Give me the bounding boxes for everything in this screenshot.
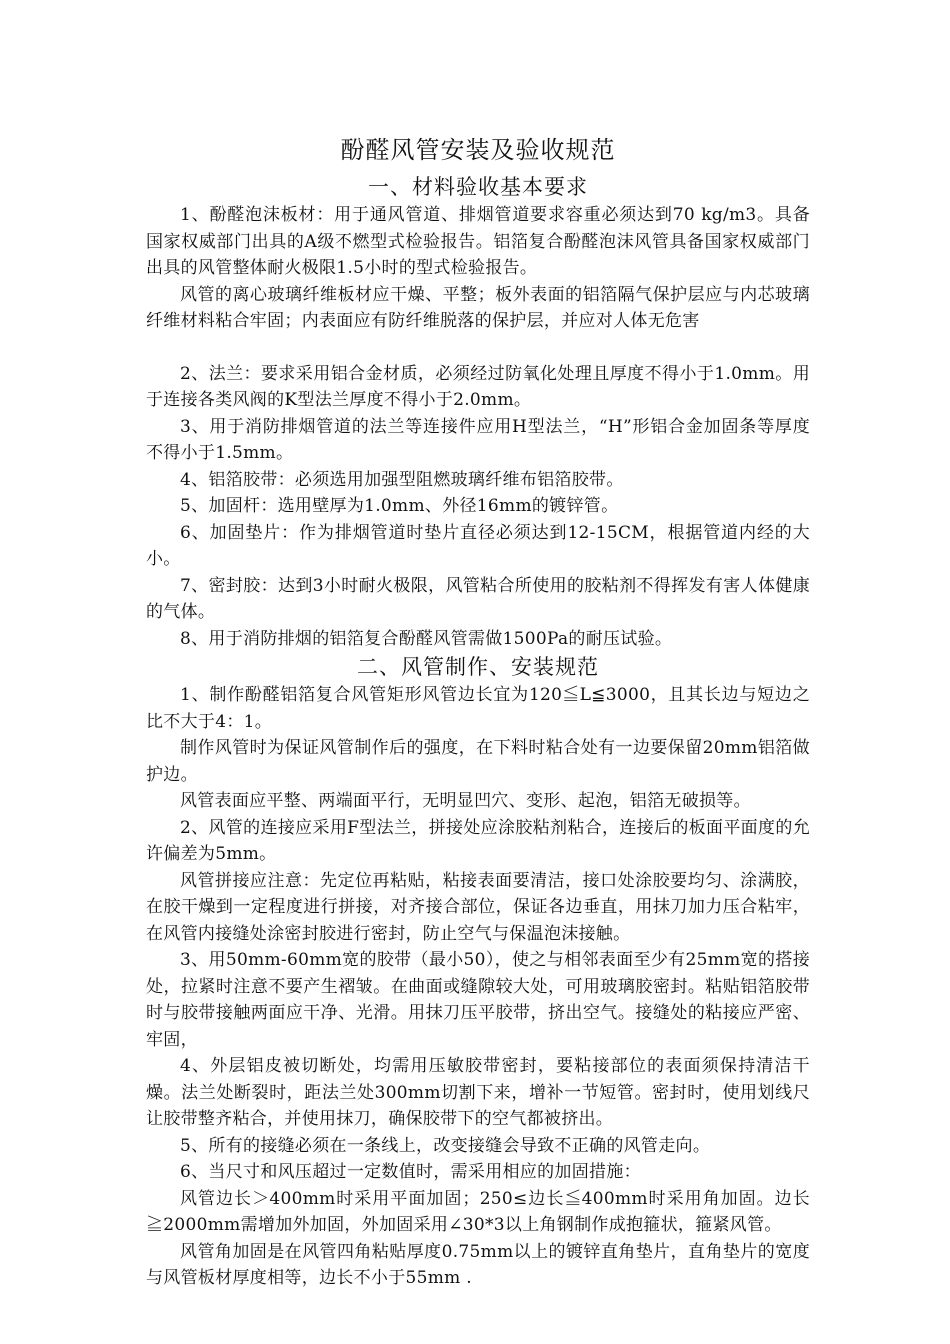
paragraph: 6、当尺寸和风压超过一定数值时，需采用相应的加固措施： bbox=[180, 1162, 641, 1182]
paragraph: 风管角加固是在风管四角粘贴厚度0.75mm以上的镀锌直角垫片，直角垫片的宽度与风管板材厚度相等，边长不小于55mm . bbox=[146, 1241, 810, 1288]
paragraph: 4、铝箔胶带：必须选用加强型阻燃玻璃纤维布铝箔胶带。 bbox=[180, 469, 624, 490]
section-heading-materials: 一、材料验收基本要求 bbox=[368, 175, 588, 199]
paragraph: 3、用于消防排烟管道的法兰等连接件应用H型法兰，“H”形铝合金加固条等厚度不得小于1.5mm。 bbox=[146, 416, 810, 463]
paragraph: 7、密封胶：达到3小时耐火极限，风管粘合所使用的胶粘剂不得挥发有害人体健康的气体。 bbox=[146, 575, 810, 622]
paragraph: 8、用于消防排烟的铝箔复合酚醛风管需做1500Pa的耐压试验。 bbox=[180, 628, 673, 649]
document-title: 酚醛风管安装及验收规范 bbox=[340, 136, 616, 164]
paragraph: 风管拼接应注意：先定位再粘贴，粘接表面要清洁，接口处涂胶要均匀、涂满胶，在胶干燥到一定程度进行拼接，对齐接合部位，保证各边垂直，用抹刀加力压合粘牢，在风管内接缝处涂密封胶进行密封，防止空气与保温泡沫接触。 bbox=[146, 870, 810, 944]
paragraph: 4、外层铝皮被切断处，均需用压敏胶带密封，要粘接部位的表面须保持清洁干燥。法兰处断裂时，距法兰处300mm切割下来，增补一节短管。密封时，使用划线尺让胶带整齐粘合，并使用抹刀，确保胶带下的空气都被挤出。 bbox=[146, 1056, 810, 1129]
paragraph: 3、用50mm-60mm宽的胶带（最小50），使之与相邻表面至少有25mm宽的搭接处，拉紧时注意不要产生褶皱。在曲面或缝隙较大处，可用玻璃胶密封。粘贴铝箔胶带时与胶带接触两面应干净、光滑。用抹刀压平胶带，挤出空气。接缝处的粘接应严密、牢固， bbox=[146, 950, 810, 1050]
paragraph: 制作风管时为保证风管制作后的强度，在下料时粘合处有一边要保留20mm铝箔做护边。 bbox=[146, 738, 810, 785]
paragraph: 风管边长＞400mm时采用平面加固；250≤边长≦400mm时采用角加固。边长≧2000mm需增加外加固，外加固采用∠30*3以上角钢制作成抱箍状，箍紧风管。 bbox=[146, 1188, 810, 1235]
paragraph: 6、加固垫片：作为排烟管道时垫片直径必须达到12-15CM，根据管道内经的大小。 bbox=[146, 522, 810, 569]
paragraph: 风管表面应平整、两端面平行，无明显凹穴、变形、起泡，铝箔无破损等。 bbox=[180, 791, 751, 811]
section-heading-fabrication: 二、风管制作、安装规范 bbox=[357, 655, 599, 679]
paragraph: 2、法兰：要求采用铝合金材质，必须经过防氧化处理且厚度不得小于1.0mm。用于连接各类风阀的K型法兰厚度不得小于2.0mm。 bbox=[146, 363, 810, 410]
paragraph: 风管的离心玻璃纤维板材应干燥、平整；板外表面的铝箔隔气保护层应与内芯玻璃纤维材料粘合牢固；内表面应有防纤维脱落的保护层，并应对人体无危害 bbox=[146, 284, 810, 331]
document-page bbox=[146, 130, 810, 1292]
paragraph: 1、酚醛泡沫板材：用于通风管道、排烟管道要求容重必须达到70 kg/m3。具备国家权威部门出具的A级不燃型式检验报告。铝箔复合酚醛泡沫风管具备国家权威部门出具的风管整体耐火极限1.5小时的型式检验报告。 bbox=[146, 205, 810, 278]
paragraph: 5、所有的接缝必须在一条线上，改变接缝会导致不正确的风管走向。 bbox=[180, 1135, 711, 1156]
paragraph: 5、加固杆：选用壁厚为1.0mm、外径16mm的镀锌管。 bbox=[180, 496, 619, 516]
paragraph: 1、制作酚醛铝箔复合风管矩形风管边长宜为120≦L≦3000，且其长边与短边之比不大于4：1。 bbox=[146, 685, 810, 732]
paragraph: 2、风管的连接应采用F型法兰，拼接处应涂胶粘剂粘合，连接后的板面平面度的允许偏差为5mm。 bbox=[146, 817, 810, 864]
